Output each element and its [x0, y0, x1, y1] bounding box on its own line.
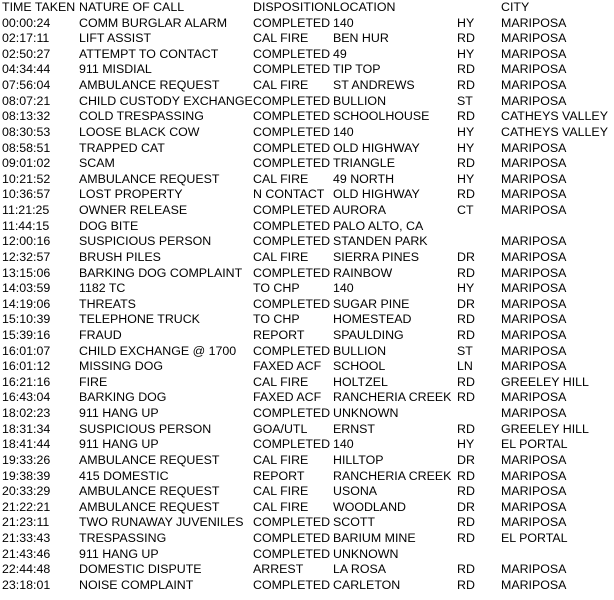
- cell-nature-of-call: LOOSE BLACK COW: [79, 124, 200, 139]
- cell-disposition: COMPLETED: [253, 577, 331, 592]
- cell-time-taken: 08:07:21: [2, 93, 51, 108]
- cell-disposition: COMPLETED: [253, 15, 331, 30]
- cell-time-taken: 12:00:16: [2, 234, 51, 249]
- cell-time-taken: 02:50:27: [2, 46, 51, 61]
- cell-nature-of-call: LIFT ASSIST: [79, 31, 152, 46]
- cell-nature-of-call: ATTEMPT TO CONTACT: [79, 46, 219, 61]
- cell-city: CATHEYS VALLEY: [501, 124, 608, 139]
- table-row: [0, 390, 614, 406]
- table-row: [0, 16, 614, 32]
- cell-street-type: HY: [457, 140, 475, 155]
- cell-time-taken: 16:21:16: [2, 374, 51, 389]
- cell-nature-of-call: SCAM: [79, 156, 115, 171]
- cell-location: BARIUM MINE: [333, 531, 416, 546]
- cell-nature-of-call: TELEPHONE TRUCK: [79, 312, 200, 327]
- cell-disposition: GOA/UTL: [253, 421, 308, 436]
- cell-street-type: RD: [457, 78, 475, 93]
- cell-city: MARIPOSA: [501, 15, 567, 30]
- cell-street-type: HY: [457, 171, 475, 186]
- cell-disposition: COMPLETED: [253, 203, 331, 218]
- cell-street-type: CT: [457, 203, 474, 218]
- cell-city: MARIPOSA: [501, 296, 567, 311]
- cell-city: MARIPOSA: [501, 515, 567, 530]
- cell-city: MARIPOSA: [501, 187, 567, 202]
- cell-time-taken: 14:03:59: [2, 281, 51, 296]
- cell-time-taken: 04:34:44: [2, 62, 51, 77]
- cell-street-type: DR: [457, 296, 475, 311]
- cell-street-type: RD: [457, 312, 475, 327]
- cell-city: MARIPOSA: [501, 452, 567, 467]
- cell-location: ST ANDREWS: [333, 78, 415, 93]
- cell-city: MARIPOSA: [501, 78, 567, 93]
- table-row: [0, 328, 614, 344]
- cell-location: 140: [333, 15, 354, 30]
- table-row: [0, 281, 614, 297]
- cell-location: RANCHERIA CREEK: [333, 468, 452, 483]
- cell-location: HILLTOP: [333, 452, 384, 467]
- table-row: [0, 125, 614, 141]
- cell-nature-of-call: AMBULANCE REQUEST: [79, 78, 220, 93]
- table-row: [0, 141, 614, 157]
- cell-nature-of-call: DOMESTIC DISPUTE: [79, 562, 202, 577]
- cell-street-type: RD: [457, 31, 475, 46]
- cell-nature-of-call: AMBULANCE REQUEST: [79, 484, 220, 499]
- cell-street-type: RD: [457, 328, 475, 342]
- cell-disposition: CAL FIRE: [253, 374, 309, 389]
- cell-nature-of-call: DOG BITE: [79, 218, 139, 233]
- cell-time-taken: 22:44:48: [2, 562, 51, 577]
- table-row: [0, 172, 614, 188]
- cell-nature-of-call: 1182 TC: [79, 281, 126, 296]
- cell-location: BULLION: [333, 343, 387, 358]
- table-row: [0, 234, 614, 250]
- cell-street-type: RD: [457, 265, 475, 280]
- cell-city: GREELEY HILL: [501, 374, 589, 389]
- cell-time-taken: 21:43:46: [2, 546, 51, 561]
- table-row: [0, 203, 614, 219]
- cell-nature-of-call: AMBULANCE REQUEST: [79, 171, 220, 186]
- cell-time-taken: 23:18:01: [2, 577, 51, 592]
- cell-disposition: COMPLETED: [253, 343, 331, 358]
- table-row: [0, 359, 614, 375]
- cell-nature-of-call: FIRE: [79, 374, 108, 389]
- cell-time-taken: 18:41:44: [2, 437, 51, 452]
- cell-disposition: COMPLETED: [253, 156, 331, 171]
- cell-time-taken: 21:23:11: [2, 515, 50, 530]
- cell-time-taken: 13:15:06: [2, 265, 51, 280]
- cell-location: LA ROSA: [333, 562, 387, 577]
- cell-city: MARIPOSA: [501, 312, 567, 327]
- table-row: [0, 344, 614, 360]
- cell-nature-of-call: 911 HANG UP: [79, 546, 159, 561]
- cell-nature-of-call: SUSPICIOUS PERSON: [79, 421, 212, 436]
- cell-location: SCOTT: [333, 515, 375, 530]
- cell-city: MARIPOSA: [501, 390, 567, 405]
- table-row: [0, 187, 614, 203]
- cell-disposition: CAL FIRE: [253, 484, 309, 499]
- cell-location: TRIANGLE: [333, 156, 395, 171]
- cell-city: MARIPOSA: [501, 249, 567, 264]
- table-row: [0, 500, 614, 516]
- table-row: [0, 515, 614, 531]
- cell-nature-of-call: OWNER RELEASE: [79, 203, 188, 218]
- table-row: [0, 109, 614, 125]
- cell-location: SCHOOL: [333, 359, 386, 374]
- cell-nature-of-call: BARKING DOG COMPLAINT: [79, 265, 243, 280]
- cell-time-taken: 15:39:16: [2, 328, 51, 342]
- cell-time-taken: 08:58:51: [2, 140, 51, 155]
- table-row: [0, 531, 614, 547]
- cell-nature-of-call: 911 HANG UP: [79, 437, 159, 452]
- cell-nature-of-call: AMBULANCE REQUEST: [79, 499, 220, 514]
- cell-location: OLD HIGHWAY: [333, 187, 420, 202]
- cell-street-type: RD: [457, 187, 475, 202]
- cell-street-type: HY: [457, 124, 475, 139]
- table-row: [0, 469, 614, 485]
- table-row: [0, 547, 614, 563]
- table-row: [0, 437, 614, 453]
- cell-location: HOLTZEL: [333, 374, 388, 389]
- cell-disposition: CAL FIRE: [253, 171, 309, 186]
- cell-nature-of-call: TRAPPED CAT: [79, 140, 165, 155]
- table-row: [0, 406, 614, 422]
- cell-nature-of-call: MISSING DOG: [79, 359, 163, 374]
- cell-location: TIP TOP: [333, 62, 381, 77]
- cell-location: ERNST: [333, 421, 375, 436]
- table-row: [0, 156, 614, 172]
- cell-location: WOODLAND: [333, 499, 406, 514]
- cell-time-taken: 00:00:24: [2, 15, 51, 30]
- cell-time-taken: 21:22:21: [2, 499, 51, 514]
- cell-nature-of-call: BARKING DOG: [79, 390, 167, 405]
- cell-location: 140: [333, 124, 354, 139]
- cell-city: MARIPOSA: [501, 93, 567, 108]
- cell-time-taken: 08:30:53: [2, 124, 51, 139]
- cell-nature-of-call: THREATS: [79, 296, 136, 311]
- header-city: CITY: [501, 0, 530, 14]
- table-row: [0, 562, 614, 578]
- cell-time-taken: 15:10:39: [2, 312, 51, 327]
- cell-disposition: COMPLETED: [253, 515, 331, 530]
- table-row: [0, 266, 614, 282]
- cell-city: MARIPOSA: [501, 156, 567, 171]
- cell-time-taken: 21:33:43: [2, 531, 51, 546]
- cell-time-taken: 19:33:26: [2, 452, 51, 467]
- cell-location: 49: [333, 46, 347, 61]
- cell-time-taken: 08:13:32: [2, 109, 51, 124]
- cell-street-type: RD: [457, 390, 475, 405]
- cell-time-taken: 19:38:39: [2, 468, 51, 483]
- table-row: [0, 250, 614, 266]
- cell-disposition: REPORT: [253, 468, 305, 483]
- cell-time-taken: 10:36:57: [2, 187, 51, 202]
- cell-disposition: N CONTACT: [253, 187, 325, 202]
- table-row: [0, 312, 614, 328]
- table-row: [0, 31, 614, 47]
- cell-street-type: RD: [457, 484, 475, 499]
- cell-time-taken: 02:17:11: [2, 31, 50, 46]
- header-time-taken: TIME TAKEN: [2, 0, 76, 14]
- cell-location: STANDEN PARK: [333, 234, 428, 249]
- cell-time-taken: 14:19:06: [2, 296, 51, 311]
- cell-location: RANCHERIA CREEK: [333, 390, 452, 405]
- cell-city: MARIPOSA: [501, 484, 567, 499]
- cell-disposition: COMPLETED: [253, 62, 331, 77]
- cell-time-taken: 16:43:04: [2, 390, 51, 405]
- cell-city: CATHEYS VALLEY: [501, 109, 608, 124]
- cell-street-type: RD: [457, 374, 475, 389]
- table-row: [0, 484, 614, 500]
- cell-city: MARIPOSA: [501, 562, 567, 577]
- cell-nature-of-call: BRUSH PILES: [79, 249, 161, 264]
- cell-nature-of-call: COLD TRESPASSING: [79, 109, 204, 124]
- cell-nature-of-call: CHILD EXCHANGE @ 1700: [79, 343, 237, 358]
- table-row: [0, 219, 614, 235]
- cell-city: MARIPOSA: [501, 31, 567, 46]
- table-row: [0, 453, 614, 469]
- cell-disposition: TO CHP: [253, 281, 300, 296]
- cell-city: MARIPOSA: [501, 281, 567, 296]
- cell-disposition: COMPLETED: [253, 406, 331, 421]
- cell-disposition: COMPLETED: [253, 46, 331, 61]
- cell-city: MARIPOSA: [501, 406, 567, 421]
- cell-disposition: COMPLETED: [253, 437, 331, 452]
- cell-location: USONA: [333, 484, 378, 499]
- cell-location: SCHOOLHOUSE: [333, 109, 430, 124]
- cell-location: OLD HIGHWAY: [333, 140, 420, 155]
- cell-city: MARIPOSA: [501, 234, 567, 249]
- table-row: [0, 578, 614, 594]
- cell-street-type: RD: [457, 421, 475, 436]
- cell-street-type: HY: [457, 15, 475, 30]
- cell-disposition: FAXED ACF: [253, 359, 322, 374]
- cell-location: HOMESTEAD: [333, 312, 412, 327]
- cell-disposition: COMPLETED: [253, 124, 331, 139]
- cell-street-type: HY: [457, 46, 475, 61]
- cell-disposition: CAL FIRE: [253, 452, 309, 467]
- cell-location: 140: [333, 437, 354, 452]
- cell-nature-of-call: 911 HANG UP: [79, 406, 159, 421]
- cell-nature-of-call: 415 DOMESTIC: [79, 468, 169, 483]
- cell-disposition: CAL FIRE: [253, 31, 309, 46]
- cell-time-taken: 07:56:04: [2, 78, 51, 93]
- cell-location: PALO ALTO, CA: [333, 218, 424, 233]
- cell-location: UNKNOWN: [333, 406, 399, 421]
- cell-city: MARIPOSA: [501, 265, 567, 280]
- cell-time-taken: 16:01:07: [2, 343, 51, 358]
- cell-disposition: COMPLETED: [253, 93, 331, 108]
- cell-location: RAINBOW: [333, 265, 393, 280]
- cell-street-type: RD: [457, 468, 475, 483]
- cell-disposition: COMPLETED: [253, 265, 331, 280]
- cell-location: 49 NORTH: [333, 171, 395, 186]
- header-row: [0, 0, 614, 16]
- cell-nature-of-call: COMM BURGLAR ALARM: [79, 15, 228, 30]
- cell-time-taken: 20:33:29: [2, 484, 51, 499]
- cell-city: MARIPOSA: [501, 328, 567, 342]
- cell-city: EL PORTAL: [501, 531, 568, 546]
- cell-time-taken: 18:31:34: [2, 421, 51, 436]
- cell-nature-of-call: SUSPICIOUS PERSON: [79, 234, 212, 249]
- cell-street-type: RD: [457, 62, 475, 77]
- cell-city: MARIPOSA: [501, 359, 567, 374]
- table-row: [0, 297, 614, 313]
- cell-nature-of-call: AMBULANCE REQUEST: [79, 452, 220, 467]
- cell-street-type: RD: [457, 156, 475, 171]
- table-row: [0, 78, 614, 94]
- cell-city: MARIPOSA: [501, 499, 567, 514]
- cell-nature-of-call: LOST PROPERTY: [79, 187, 183, 202]
- cell-city: MARIPOSA: [501, 203, 567, 218]
- cell-nature-of-call: TWO RUNAWAY JUVENILES: [79, 515, 244, 530]
- cell-disposition: CAL FIRE: [253, 249, 309, 264]
- header-location: LOCATION: [333, 0, 396, 14]
- cell-disposition: CAL FIRE: [253, 499, 309, 514]
- header-disposition: DISPOSITION: [253, 0, 333, 14]
- cell-location: SUGAR PINE: [333, 296, 410, 311]
- cell-street-type: LN: [457, 359, 473, 374]
- cell-disposition: COMPLETED: [253, 546, 331, 561]
- cell-nature-of-call: FRAUD: [79, 328, 122, 342]
- table-row: [0, 422, 614, 438]
- cell-nature-of-call: 911 MISDIAL: [79, 62, 152, 77]
- cell-city: MARIPOSA: [501, 468, 567, 483]
- cell-street-type: RD: [457, 531, 475, 546]
- cell-time-taken: 11:21:25: [2, 203, 50, 218]
- cell-city: MARIPOSA: [501, 140, 567, 155]
- cell-disposition: ARREST: [253, 562, 304, 577]
- cell-disposition: REPORT: [253, 328, 305, 342]
- cell-time-taken: 11:44:15: [2, 218, 50, 233]
- table-row: [0, 94, 614, 110]
- cell-city: MARIPOSA: [501, 46, 567, 61]
- cell-location: UNKNOWN: [333, 546, 399, 561]
- cell-time-taken: 12:32:57: [2, 249, 51, 264]
- cell-disposition: COMPLETED: [253, 109, 331, 124]
- cell-time-taken: 16:01:12: [2, 359, 51, 374]
- cell-street-type: DR: [457, 452, 475, 467]
- cell-city: MARIPOSA: [501, 343, 567, 358]
- cell-disposition: TO CHP: [253, 312, 300, 327]
- cell-city: EL PORTAL: [501, 437, 568, 452]
- cell-nature-of-call: CHILD CUSTODY EXCHANGE: [79, 93, 253, 108]
- cell-street-type: RD: [457, 109, 475, 124]
- cell-location: AURORA: [333, 203, 387, 218]
- cell-city: MARIPOSA: [501, 171, 567, 186]
- cell-city: MARIPOSA: [501, 577, 567, 592]
- cell-street-type: HY: [457, 281, 475, 296]
- cell-street-type: HY: [457, 437, 475, 452]
- cell-disposition: COMPLETED: [253, 140, 331, 155]
- cell-disposition: FAXED ACF: [253, 390, 322, 405]
- cell-street-type: DR: [457, 499, 475, 514]
- cell-nature-of-call: NOISE COMPLAINT: [79, 577, 194, 592]
- cell-location: CARLETON: [333, 577, 401, 592]
- cell-location: 140: [333, 281, 354, 296]
- cell-street-type: ST: [457, 93, 473, 108]
- cell-location: BEN HUR: [333, 31, 389, 46]
- cell-city: MARIPOSA: [501, 62, 567, 77]
- cell-disposition: COMPLETED: [253, 296, 331, 311]
- cell-location: BULLION: [333, 93, 387, 108]
- cell-nature-of-call: TRESPASSING: [79, 531, 167, 546]
- cell-disposition: COMPLETED: [253, 234, 331, 249]
- table-row: [0, 62, 614, 78]
- cell-street-type: RD: [457, 515, 475, 530]
- cell-disposition: COMPLETED: [253, 531, 331, 546]
- cell-disposition: CAL FIRE: [253, 78, 309, 93]
- header-nature-of-call: NATURE OF CALL: [79, 0, 185, 14]
- cell-street-type: ST: [457, 343, 473, 358]
- cell-street-type: RD: [457, 577, 475, 592]
- table-row: [0, 375, 614, 391]
- cell-time-taken: 18:02:23: [2, 406, 51, 421]
- cell-disposition: COMPLETED: [253, 218, 331, 233]
- cell-street-type: DR: [457, 249, 475, 264]
- cell-time-taken: 10:21:52: [2, 171, 51, 186]
- cell-location: SIERRA PINES: [333, 249, 420, 264]
- cell-location: SPAULDING: [333, 328, 404, 342]
- table-row: [0, 47, 614, 63]
- cell-street-type: RD: [457, 562, 475, 577]
- cell-city: GREELEY HILL: [501, 421, 589, 436]
- cell-time-taken: 09:01:02: [2, 156, 51, 171]
